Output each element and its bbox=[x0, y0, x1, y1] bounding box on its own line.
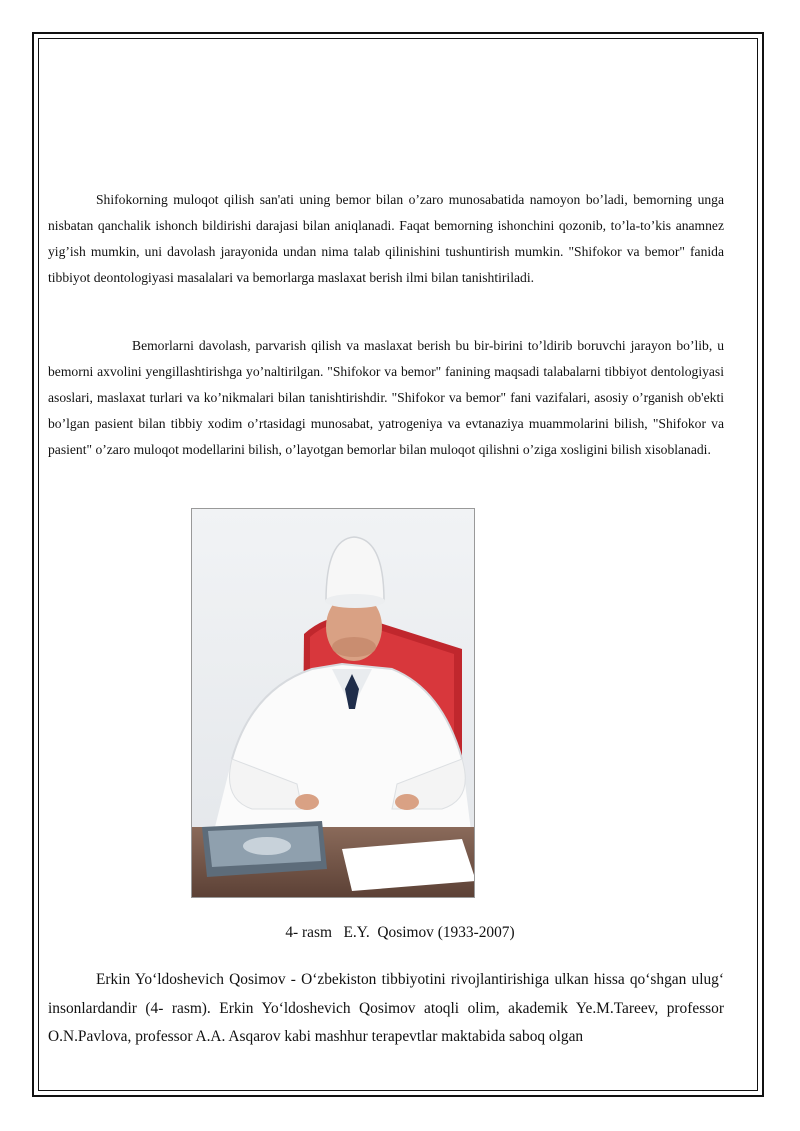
figure-caption bbox=[0, 924, 800, 942]
portrait-photo bbox=[191, 508, 475, 898]
figure-caption-text: 4- rasm E.Y. Qosimov (1933-2007) bbox=[285, 924, 515, 941]
paragraph-2: Bemorlarni davolash, parvarish qilish va maslaxat berish bu bir-birini to’ldirib boruvchi jarayon bo’lib, u bemorni axvolini yengillashtirishga yo’naltirilgan. "Shifokor va bemor" fanining maqsadi talabalarni tibbiyot dentologiyasi asoslari, maslaxat turlari va ko’nikmalari bilan tanishtirishdir. "Shifokor va bemor" fani vazifalari, asosiy o’rganish ob'ekti bo’lgan pasient bilan tibbiy xodim o’rtasidagi munosabat, yatrogeniya va evtanaziya muammolarini bilish, "Shifokor va pasient" o’zaro muloqot modellarini bilish, o’layotgan bemorlar bilan muloqot qilishni o’ziga xosligini bilish xisoblanadi. bbox=[48, 338, 724, 457]
paragraph-1: Shifokorning muloqot qilish san'ati uning bemor bilan o’zaro munosabatida namoyon bo’ladi, bemorning unga nisbatan qanchalik ishonch bildirishi darajasi bilan aniqlanadi. Faqat bemorning ishonchini qozonib, to’la-to’kis anamnez yig’ish mumkin, uni davolash jarayonida undan nima talab qilinishini tushuntirish mumkin. "Shifokor va bemor" fanida tibbiyot deontologiyasi masalalari va bemorlarga maslaxat berish ilmi bilan tanishtiriladi. bbox=[48, 192, 724, 285]
paragraph-3: Erkin Yo‘ldoshevich Qosimov - O‘zbekiston tibbiyotini rivojlantirishiga ulkan hissa qo‘shgan ulug‘ insonlardandir (4- rasm). Erkin Yo‘ldoshevich Qosimov atoqli olim, akademik Ye.M.Tareev, professor O.N.Pavlova, professor A.A. Asqarov kabi mashhur terapevtlar maktabida saboq olgan bbox=[48, 971, 724, 1045]
